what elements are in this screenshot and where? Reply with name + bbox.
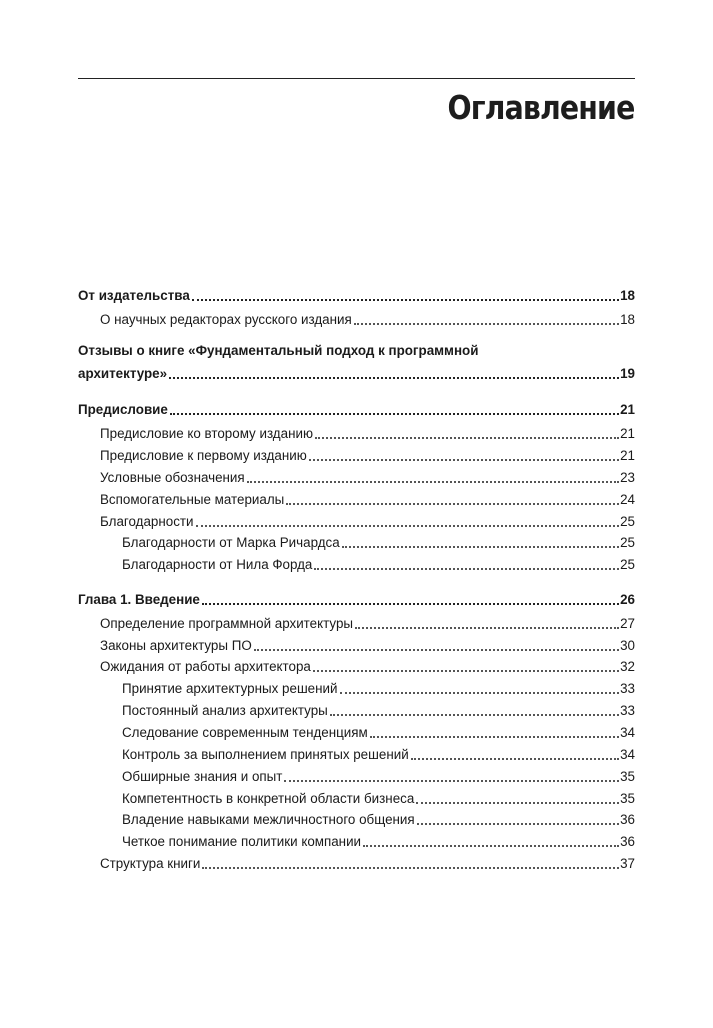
toc-page-number: 33 [620,681,635,696]
dot-leader [330,714,619,716]
toc-entry-preface-second-edition[interactable] [100,422,635,442]
toc-page-number: 33 [620,703,635,718]
toc-entry-architecture-laws[interactable] [100,634,635,654]
toc-page-number: 36 [620,834,635,849]
toc-label: Следование современным тенденциям [122,725,368,740]
dot-leader [192,299,619,301]
toc-entry-architecture-decisions[interactable] [122,677,635,697]
toc-page-number: 23 [620,470,635,485]
dot-leader [286,503,619,505]
toc-page-number: 21 [620,448,635,463]
dot-leader [202,867,619,869]
toc-entry-acknowledgments[interactable] [100,510,635,530]
dot-leader [247,481,619,483]
toc-label: Постоянный анализ архитектуры [122,703,328,718]
toc-entry-company-politics[interactable] [122,830,635,850]
dot-leader [354,323,619,325]
toc-label: Принятие архитектурных решений [122,681,338,696]
toc-entry-interpersonal-skills[interactable] [122,808,635,828]
dot-leader [417,823,619,825]
toc-label: Обширные знания и опыт [122,769,283,784]
toc-page-number: 25 [620,514,635,529]
toc-entry-continuous-analysis[interactable] [122,699,635,719]
page-title: Оглавление [446,88,634,127]
dot-leader [313,670,619,672]
dot-leader [284,780,619,782]
toc-label: Предисловие к первому изданию [100,448,307,463]
toc-label-line2-row [78,362,635,382]
toc-page-number: 34 [620,725,635,740]
toc-page-number: 18 [620,288,635,303]
toc-entry-conventions[interactable] [100,466,635,486]
toc-entry-knowledge-experience[interactable] [122,765,635,785]
toc-label: Глава 1. Введение [78,592,200,607]
dot-leader [342,546,619,548]
toc-entry-book-structure[interactable] [100,852,635,872]
toc-page-number: 35 [620,769,635,784]
toc-label: Предисловие [78,402,168,417]
toc-entry-business-domain[interactable] [122,787,635,807]
toc-label: Законы архитектуры ПО [100,638,252,653]
dot-leader [370,736,619,738]
toc-page-number: 21 [620,402,635,417]
dot-leader [416,802,619,804]
toc-page-number: 24 [620,492,635,507]
dot-leader [169,377,619,379]
toc-page-number: 21 [620,426,635,441]
dot-leader [340,692,620,694]
dot-leader [202,603,619,605]
toc-label: О научных редакторах русского издания [100,312,352,327]
toc-entry-chapter-1[interactable] [78,588,635,608]
toc-page-number: 35 [620,791,635,806]
dot-leader [309,459,619,461]
toc-label-line1: Отзывы о книге «Фундаментальный подход к программной [78,343,479,358]
toc-entry-architecture-definition[interactable] [100,612,635,632]
toc-entry-scientific-editors[interactable] [100,308,635,328]
toc-label: От издательства [78,288,190,303]
toc-page-number: 34 [620,747,635,762]
toc-label: Вспомогательные материалы [100,492,285,507]
toc-label: Благодарности [100,514,194,529]
toc-label: Контроль за выполнением принятых решений [122,747,409,762]
toc-label-line2: архитектуре» [78,366,168,381]
toc-label: Предисловие ко второму изданию [100,426,313,441]
toc-label: Ожидания от работы архитектора [100,659,311,674]
toc-entry-preface[interactable] [78,398,635,418]
toc-entry-modern-trends[interactable] [122,721,635,741]
toc-page-number: 27 [620,616,635,631]
toc-page-number: 30 [620,638,635,653]
toc-page-number: 32 [620,659,635,674]
toc-entry-publisher[interactable] [78,284,635,304]
toc-entry-reviews[interactable] [78,343,635,382]
toc-label: Благодарности от Нила Форда [122,557,313,572]
toc-entry-preface-first-edition[interactable] [100,444,635,464]
dot-leader [315,437,619,439]
toc-page-number: 37 [620,856,635,871]
dot-leader [314,568,619,570]
dot-leader [196,525,620,527]
dot-leader [170,413,619,415]
toc-label: Определение программной архитектуры [100,616,354,631]
toc-entry-acknowledgments-ford[interactable] [122,553,635,573]
dot-leader [355,627,619,629]
toc-entry-acknowledgments-richards[interactable] [122,531,635,551]
toc-label: Владение навыками межличностного общения [122,812,415,827]
dot-leader [411,758,619,760]
toc-page-number: 26 [620,592,635,607]
toc-label: Компетентность в конкретной области бизнеса [122,791,415,806]
toc-page-number: 19 [620,366,635,381]
toc-page-number: 25 [620,535,635,550]
dot-leader [254,649,619,651]
toc-entry-architect-expectations[interactable] [100,655,635,675]
toc-label: Благодарности от Марка Ричардса [122,535,340,550]
toc-page-number: 36 [620,812,635,827]
toc-label: Структура книги [100,856,201,871]
dot-leader [363,845,619,847]
toc-entry-decision-control[interactable] [122,743,635,763]
toc-label: Четкое понимание политики компании [122,834,362,849]
toc-label: Условные обозначения [100,470,245,485]
toc-entry-supplementary-materials[interactable] [100,488,635,508]
toc-page-number: 18 [620,312,635,327]
toc-page-number: 25 [620,557,635,572]
